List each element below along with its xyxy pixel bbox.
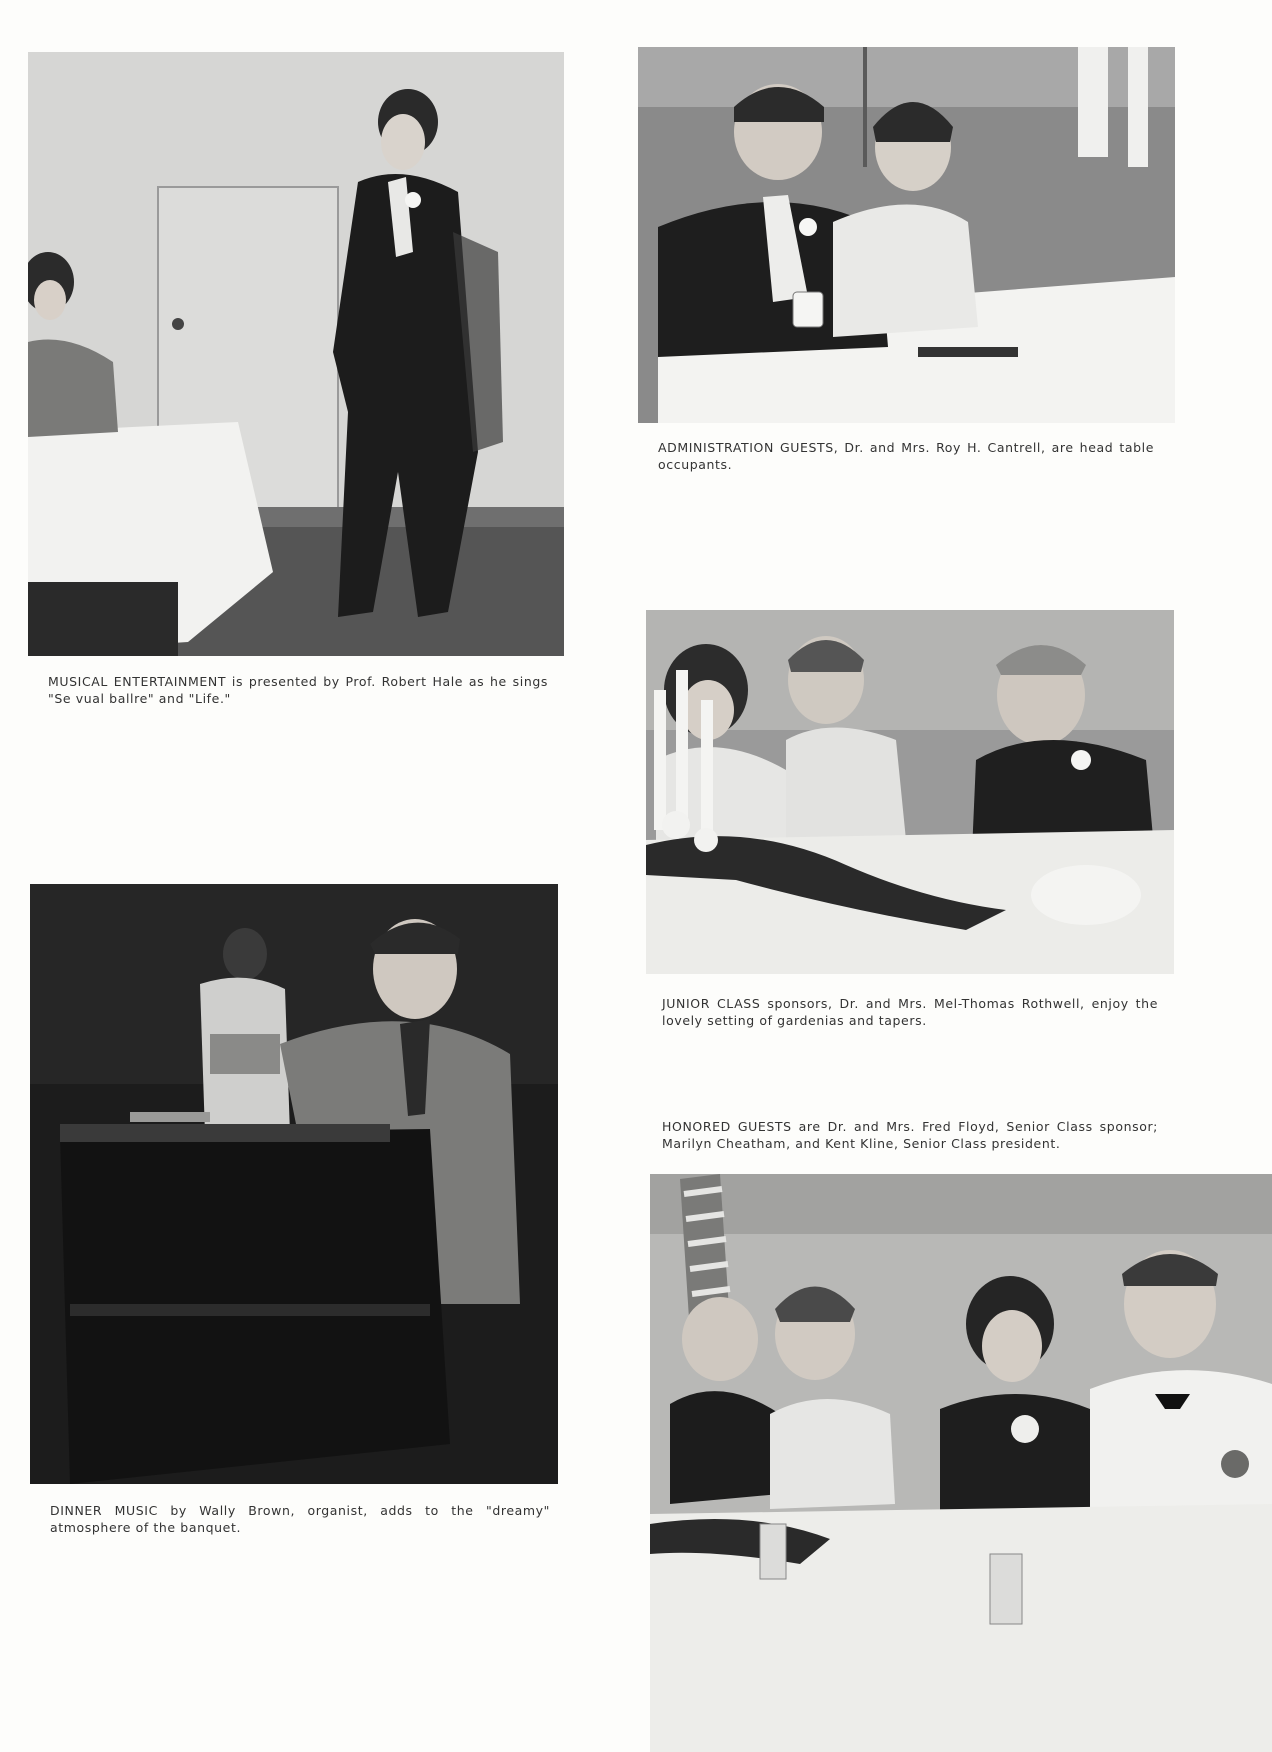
caption-text: by Wally Brown, organist, adds to the "dreamy" atmosphere of the banquet.	[50, 1503, 551, 1535]
caption-text: sponsors, Dr. and Mrs. Mel-Thomas Rothwell, enjoy the lovely setting of gardenias and tapers.	[662, 996, 1158, 1028]
caption-text: are Dr. and Mrs. Fred Floyd, Senior Class sponsor; Marilyn Cheatham, and Kent Kline, Senior Class president.	[662, 1119, 1158, 1151]
caption-lead: JUNIOR CLASS	[662, 996, 761, 1011]
dinner-music-caption	[50, 1502, 550, 1536]
caption-text: Dr. and Mrs. Roy H. Cantrell, are head table occupants.	[658, 440, 1154, 472]
honored-guests-photo	[650, 1174, 1272, 1752]
junior-class-photo	[646, 610, 1174, 974]
caption-lead: ADMINISTRATION GUESTS,	[658, 440, 839, 455]
caption-lead: MUSICAL ENTERTAINMENT	[48, 674, 227, 689]
administration-guests-caption	[658, 439, 1154, 473]
dinner-music-photo	[30, 884, 558, 1484]
administration-guests-photo	[638, 47, 1175, 423]
caption-lead: HONORED GUESTS	[662, 1119, 792, 1134]
musical-entertainment-caption	[48, 673, 548, 707]
junior-class-caption	[662, 995, 1158, 1029]
caption-text: is presented by Prof. Robert Hale as he sings "Se vual ballre" and "Life."	[48, 674, 548, 706]
musical-entertainment-photo	[28, 52, 564, 656]
caption-lead: DINNER MUSIC	[50, 1503, 158, 1518]
honored-guests-caption	[662, 1118, 1158, 1152]
